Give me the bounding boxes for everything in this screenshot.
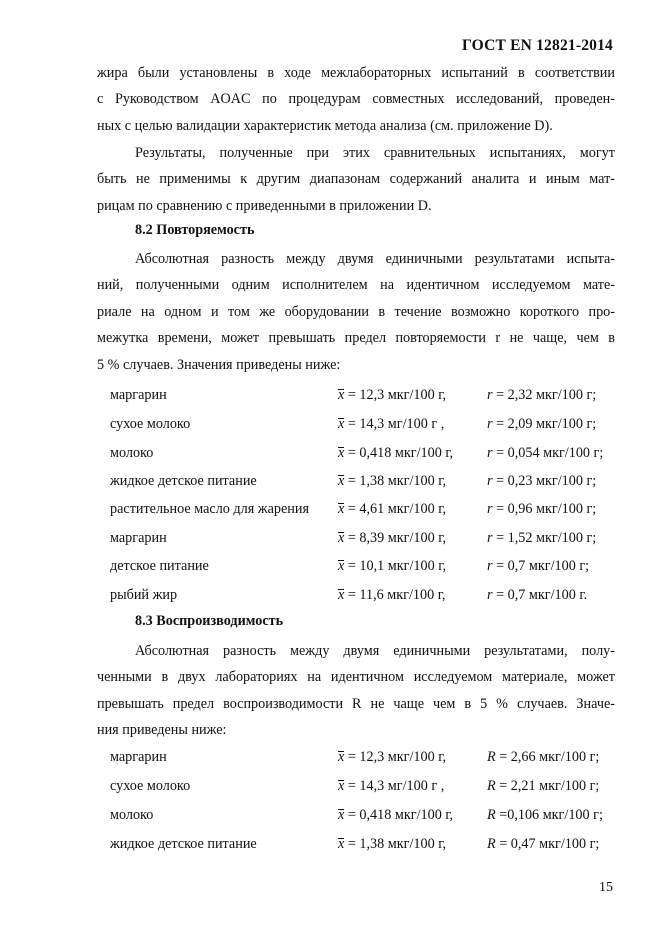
limit-value [487,745,599,769]
table-row [110,745,630,769]
mean-symbol: x [338,778,345,794]
limit-value-text: = 2,32 мкг/100 г; [492,387,597,403]
limit-symbol: r [487,501,493,517]
limit-symbol: R [487,778,496,794]
table-row [110,441,630,465]
mean-value [338,441,453,465]
sample-name: маргарин [110,387,167,403]
mean-symbol: x [338,530,345,546]
sample-name: маргарин [110,530,167,546]
limit-value-text: = 1,52 мкг/100 г; [492,530,597,546]
limit-symbol: r [487,416,493,432]
text-line: рицам по сравнению с приведенными в приложении D. [97,197,432,214]
mean-symbol: x [338,416,345,432]
limit-value [487,441,603,465]
mean-symbol: x [338,558,345,574]
table-row [110,803,630,827]
text-line: Абсолютная разность между двумя единичными результатами, полу- [135,643,615,659]
mean-symbol: x [338,445,345,461]
text-line: Абсолютная разность между двумя единичными результатами испыта- [135,251,615,267]
table-row [110,554,630,578]
mean-value [338,469,446,493]
sample-name: жидкое детское питание [110,473,257,489]
text-line: быть не применимы к другим диапазонам содержаний аналита и иным мат- [97,171,615,188]
mean-value [338,383,446,407]
text-line: Результаты, полученные при этих сравнительных испытаниях, могут [135,145,615,161]
limit-symbol: r [487,530,493,546]
mean-value [338,803,453,827]
text-line: риале на одном и том же оборудовании в течение возможно короткого про- [97,303,615,320]
table-row [110,412,630,436]
sample-name: жидкое детское питание [110,836,257,852]
table-row [110,383,630,407]
limit-value [487,412,596,436]
page-number: 15 [599,880,613,895]
text-line: жира были установлены в ходе межлабораторных испытаний в соответствии [97,65,615,81]
sample-name: детское питание [110,558,209,574]
sample-name: рыбий жир [110,587,178,603]
limit-symbol: R [487,749,496,765]
limit-value [487,774,599,798]
limit-value [487,803,603,827]
mean-value [338,745,446,769]
mean-symbol: x [338,587,345,603]
reproducibility-paragraph [97,638,615,744]
limit-value [487,583,587,607]
mean-value-text: = 10,1 мкг/100 г, [344,558,447,574]
text-line: межутка времени, может превышать предел повторяемости r не чаще, чем в [97,330,615,347]
mean-value [338,832,446,856]
limit-symbol: r [487,445,493,461]
text-line: превышать предел воспроизводимости R не чаще чем в 5 % случаев. Значе- [97,695,615,712]
limit-symbol: r [487,558,493,574]
limit-value [487,526,596,550]
mean-value-text: = 12,3 мкг/100 г, [344,387,447,403]
limit-value [487,469,596,493]
mean-symbol: x [338,501,345,517]
limit-value-text: = 2,09 мкг/100 г; [492,416,597,432]
limit-symbol: r [487,387,493,403]
text-line: 5 % случаев. Значения приведены ниже: [97,356,341,373]
text-line: с Руководством AOAC по процедурам совместных исследований, проведен- [97,91,615,108]
mean-value [338,497,446,521]
repeatability-paragraph [97,246,615,378]
mean-value [338,774,444,798]
mean-symbol: x [338,807,345,823]
limit-value-text: =0,106 мкг/100 г; [495,807,603,823]
text-line: ных с целью валидации характеристик метода анализа (см. приложение D). [97,117,553,134]
limit-value [487,554,589,578]
table-row [110,583,630,607]
mean-symbol: x [338,749,345,765]
mean-symbol: x [338,387,345,403]
limit-value-text: = 0,96 мкг/100 г; [492,501,597,517]
mean-value-text: = 0,418 мкг/100 г, [344,445,454,461]
document-header: ГОСТ EN 12821-2014 [461,37,613,54]
limit-value-text: = 0,23 мкг/100 г; [492,473,597,489]
mean-symbol: x [338,473,345,489]
limit-value [487,497,596,521]
mean-value [338,526,446,550]
limit-value-text: = 0,47 мкг/100 г; [495,836,600,852]
sample-name: растительное масло для жарения [110,501,309,517]
mean-symbol: x [338,836,345,852]
sample-name: сухое молоко [110,416,191,432]
sample-name: маргарин [110,749,167,765]
text-line: ний, полученными одним исполнителем на идентичном исследуемом мате- [97,277,615,294]
table-row [110,526,630,550]
section-heading-reproducibility: 8.3 Воспроизводимость [135,613,284,629]
mean-value-text: = 12,3 мкг/100 г, [344,749,447,765]
limit-value-text: = 0,7 мкг/100 г; [492,558,590,574]
limit-value-text: = 2,66 мкг/100 г; [495,749,600,765]
mean-value-text: = 4,61 мкг/100 г, [344,501,447,517]
section-heading-repeatability: 8.2 Повторяемость [135,222,255,238]
table-row [110,832,630,856]
sample-name: молоко [110,445,154,461]
limit-symbol: R [487,836,496,852]
mean-value-text: = 8,39 мкг/100 г, [344,530,447,546]
table-row [110,469,630,493]
table-row [110,774,630,798]
mean-value-text: = 14,3 мг/100 г , [344,416,445,432]
table-row [110,497,630,521]
sample-name: молоко [110,807,154,823]
mean-value [338,554,446,578]
limit-symbol: R [487,807,496,823]
limit-value-text: = 0,7 мкг/100 г. [492,587,588,603]
mean-value [338,583,445,607]
results-paragraph [97,140,615,219]
mean-value-text: = 11,6 мкг/100 г, [344,587,446,603]
limit-value-text: = 0,054 мкг/100 г; [492,445,604,461]
limit-value [487,383,596,407]
limit-symbol: r [487,473,493,489]
mean-value-text: = 1,38 мкг/100 г, [344,836,447,852]
mean-value [338,412,444,436]
sample-name: сухое молоко [110,778,191,794]
mean-value-text: = 1,38 мкг/100 г, [344,473,447,489]
limit-value [487,832,599,856]
text-line: ченными в двух лабораториях на идентичном исследуемом материале, может [97,669,615,686]
limit-value-text: = 2,21 мкг/100 г; [495,778,600,794]
mean-value-text: = 14,3 мг/100 г , [344,778,445,794]
limit-symbol: r [487,587,493,603]
mean-value-text: = 0,418 мкг/100 г, [344,807,454,823]
intro-paragraph [97,60,615,139]
text-line: ния приведены ниже: [97,722,227,739]
